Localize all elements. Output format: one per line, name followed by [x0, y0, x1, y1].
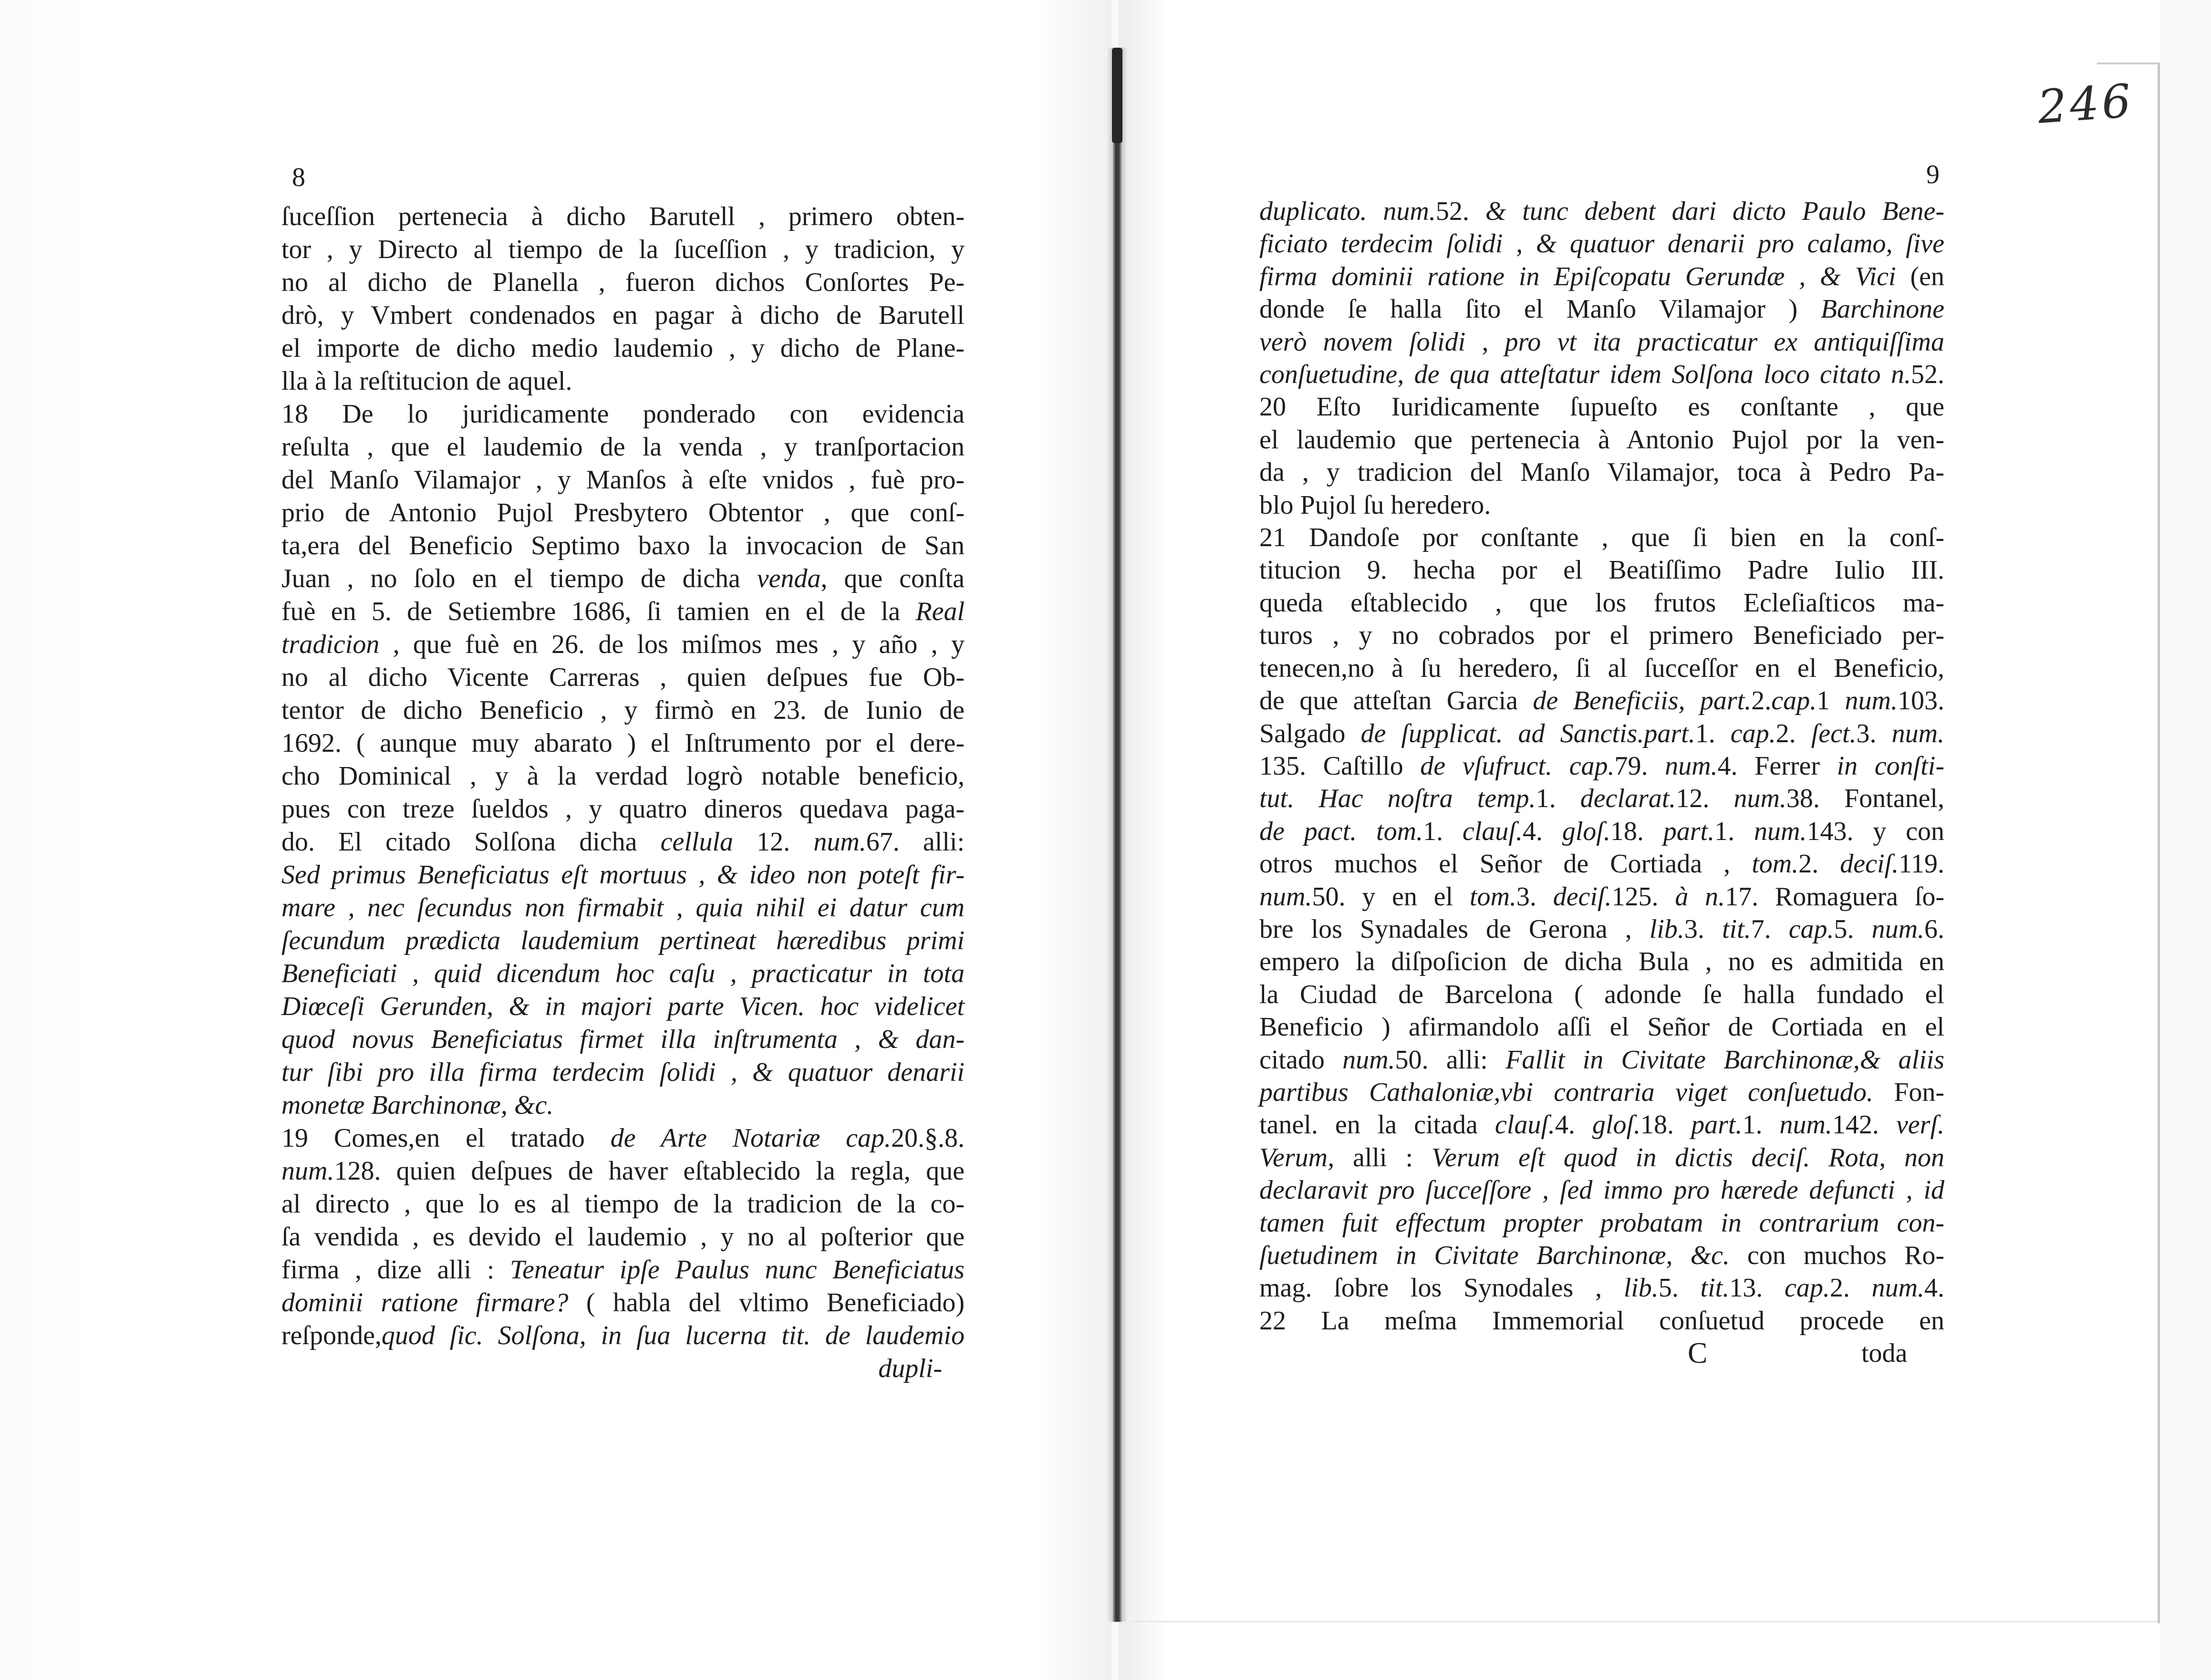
text-line	[281, 727, 965, 760]
roman-text: ſuceſſion pertenecia à dicho Barutell , primero obten-	[281, 202, 965, 231]
roman-text: 1.	[1423, 816, 1463, 846]
roman-text: 12.	[1676, 784, 1734, 814]
roman-text: 7.	[1751, 914, 1789, 944]
roman-text: 50. alli:	[1395, 1045, 1506, 1075]
text-line	[1259, 260, 1944, 293]
italic-text: duplicato. num.	[1259, 197, 1436, 226]
roman-text: Fon-	[1873, 1077, 1944, 1107]
roman-text: alli :	[1334, 1142, 1432, 1172]
right-catchword-line	[1259, 1337, 1944, 1369]
italic-text: clauſ.	[1462, 816, 1523, 846]
roman-text: el laudemio que pertenecia à Antonio Pujol por la ven-	[1259, 425, 1944, 455]
text-line	[1259, 717, 1944, 750]
text-line	[281, 529, 965, 562]
italic-text: Beneficiati , quid dicendum hoc caſu , practicatur in tota	[281, 959, 965, 988]
roman-text: 2.	[1798, 849, 1840, 879]
italic-text: tut. Hac noſtra temp.	[1259, 784, 1536, 814]
italic-text: Teneatur ipſe Paulus nunc Beneficiatus	[510, 1255, 965, 1285]
right-catchword: toda	[1861, 1338, 1908, 1369]
italic-text: cap.	[1730, 718, 1776, 748]
text-line	[281, 332, 965, 365]
text-line	[1259, 1011, 1944, 1043]
roman-text: de que atteſtan Garcia	[1259, 686, 1533, 716]
italic-text: à n.	[1675, 881, 1725, 912]
roman-text: 20.§.8.	[891, 1123, 965, 1153]
italic-text: quod novus Beneficiatus firmet illa inſtrumenta , & dan-	[281, 1025, 965, 1054]
italic-text: Verum,	[1259, 1142, 1335, 1172]
italic-text: monetæ Barchinonæ, &c.	[281, 1090, 554, 1120]
italic-text: ſect.	[1811, 718, 1857, 748]
roman-text: 18.	[1640, 1110, 1692, 1140]
roman-text: Salgado	[1259, 718, 1361, 748]
text-line	[281, 266, 965, 299]
roman-text: 1692. ( aunque muy abarato ) el Inſtrumento por el dere-	[281, 728, 965, 758]
italic-text: Real	[915, 597, 965, 626]
text-line	[281, 1155, 965, 1188]
italic-text: Verum eſt quod in dictis deciſ. Rota, non	[1431, 1142, 1944, 1172]
roman-text: 6.	[1924, 914, 1945, 944]
text-line	[1259, 1141, 1944, 1174]
italic-text: num.	[1871, 914, 1925, 944]
roman-text: 2.	[1775, 718, 1811, 748]
roman-text: reſponde,	[281, 1321, 382, 1350]
text-line	[281, 694, 965, 727]
text-line	[281, 892, 965, 924]
roman-text: 119.	[1899, 849, 1945, 879]
roman-text: 19 Comes,en el tratado	[281, 1123, 611, 1153]
roman-text: tor , y Directo al tiempo de la ſuceſſion , y tradicion, y	[281, 235, 965, 264]
text-line	[281, 299, 965, 332]
text-line	[281, 595, 965, 628]
text-line	[1259, 1109, 1944, 1141]
italic-text: ſecundum prædicta laudemium pertineat hæredibus primi	[281, 926, 965, 955]
text-line	[1259, 326, 1944, 358]
italic-text: num.	[1259, 881, 1312, 912]
text-line	[1259, 293, 1944, 325]
text-line	[281, 464, 965, 497]
right-page-top-edge	[2097, 62, 2160, 64]
roman-text: mag. ſobre los Synodales ,	[1259, 1273, 1624, 1303]
right-page-number: 9	[1926, 160, 1940, 189]
roman-text: 18.	[1610, 816, 1663, 846]
italic-text: Fallit in Civitate Barchinonæ,& aliis	[1505, 1045, 1945, 1075]
italic-text: de Arte Notariæ cap.	[610, 1123, 891, 1153]
italic-text: partibus Cathaloniæ,vbi contraria viget conſuetudo.	[1259, 1077, 1873, 1107]
italic-text: de pact. tom.	[1259, 816, 1423, 846]
text-line	[281, 1286, 965, 1319]
roman-text: 50. y en el	[1312, 881, 1470, 912]
italic-text: Barchinone	[1820, 294, 1944, 324]
handwritten-folio-number: 246	[2036, 74, 2136, 134]
italic-text: tom.	[1469, 881, 1516, 912]
roman-text: 52.	[1435, 197, 1485, 226]
text-line	[281, 497, 965, 529]
book-gutter-shadow	[1107, 48, 1128, 1622]
italic-text: ficiato terdecim ſolidi , & quatuor denarii pro calamo, ſive	[1259, 229, 1944, 259]
roman-text: 1.	[1742, 1110, 1780, 1140]
roman-text: ( habla del vltimo Beneficiado)	[568, 1288, 965, 1317]
roman-text: 2.	[1829, 1273, 1872, 1303]
text-line	[281, 957, 965, 990]
roman-text: , que fuè en 26. de los miſmos mes , y año , y	[379, 630, 965, 659]
text-line	[281, 628, 965, 661]
roman-text: citado	[1259, 1045, 1343, 1075]
roman-text: 1.	[1536, 784, 1580, 814]
roman-text: empero la diſpoſicion de dicha Bula , no es admitida en	[1259, 947, 1944, 977]
left-catchword: dupli-	[878, 1354, 942, 1383]
roman-text: prio de Antonio Pujol Presbytero Obtentor , que conſ-	[281, 498, 965, 528]
roman-text: ſa vendida , es devido el laudemio , y no al poſterior que	[281, 1222, 965, 1252]
roman-text: 3.	[1516, 881, 1553, 912]
roman-text: donde ſe halla ſito el Manſo Vilamajor )	[1259, 294, 1821, 324]
text-line	[281, 431, 965, 464]
left-page-lines	[281, 200, 965, 1352]
text-line	[1259, 815, 1944, 848]
roman-text: cho Dominical , y à la verdad logrò notable beneficio,	[281, 761, 965, 791]
italic-text: lib.	[1623, 1273, 1659, 1303]
text-line	[281, 760, 965, 793]
italic-text: declaravit pro ſucceſſore , ſed immo pro hærede defuncti , id	[1259, 1175, 1944, 1205]
text-line	[1259, 848, 1944, 880]
italic-text: cap.	[1771, 686, 1817, 716]
roman-text: el importe de dicho medio laudemio , y dicho de Plane-	[281, 333, 965, 363]
text-line	[1259, 228, 1944, 260]
roman-text: 1	[1817, 686, 1845, 716]
italic-text: conſuetudine, de qua atteſtatur idem Solſona loco citato n.	[1259, 360, 1911, 390]
text-line	[1259, 521, 1944, 554]
roman-text: tentor de dicho Beneficio , y firmò en 23. de Iunio de	[281, 695, 965, 725]
roman-text: la Ciudad de Barcelona ( adonde ſe halla fundado el	[1259, 979, 1944, 1009]
roman-text: 4.	[1555, 1110, 1592, 1140]
roman-text: blo Pujol ſu heredero.	[1259, 490, 1491, 520]
roman-text: (en	[1896, 261, 1944, 291]
italic-text: de vſufruct. cap.	[1420, 751, 1615, 781]
left-page-text	[281, 200, 965, 1385]
text-line	[1259, 1174, 1944, 1206]
text-line	[1259, 978, 1944, 1011]
text-line	[1259, 684, 1944, 717]
roman-text: fuè en 5. de Setiembre 1686, ſi tamien en el de la	[281, 597, 916, 626]
italic-text: de ſupplicat. ad Sanctis.part.	[1360, 718, 1695, 748]
italic-text: num.	[1665, 751, 1718, 781]
book-gutter-fold	[1112, 48, 1122, 143]
text-line	[1259, 195, 1944, 228]
roman-text: 1.	[1714, 816, 1754, 846]
italic-text: Diœceſi Gerunden, & in majori parte Vicen. hoc videlicet	[281, 992, 965, 1021]
italic-text: gloſ.	[1562, 816, 1610, 846]
text-line	[1259, 1305, 1944, 1337]
roman-text: 5.	[1834, 914, 1872, 944]
text-line	[1259, 619, 1944, 652]
roman-text: tanel. en la citada	[1259, 1110, 1495, 1140]
italic-text: verſ.	[1896, 1110, 1945, 1140]
roman-text: 2.	[1751, 686, 1772, 716]
italic-text: tit.	[1722, 914, 1751, 944]
roman-text: no al dicho de Planella , fueron dichos Conſortes Pe-	[281, 268, 965, 297]
roman-text: Beneficio ) afirmandolo aſſi el Señor de Cortiada en el	[1259, 1012, 1944, 1042]
roman-text: con muchos Ro-	[1729, 1241, 1944, 1270]
italic-text: cellula	[660, 827, 734, 857]
text-line	[1259, 554, 1944, 586]
left-page-number: 8	[292, 163, 305, 192]
roman-text: da , y tradicion del Manſo Vilamajor, toca à Pedro Pa-	[1259, 457, 1944, 487]
italic-text: dominii ratione firmare?	[281, 1288, 569, 1317]
roman-text: drò, y Vmbert condenados en pagar à dicho de Barutell	[281, 301, 965, 330]
italic-text: num.	[281, 1156, 334, 1186]
text-line	[281, 859, 965, 892]
text-line	[281, 1023, 965, 1056]
text-line	[281, 826, 965, 859]
roman-text: firma , dize alli :	[281, 1255, 510, 1285]
text-line	[1259, 881, 1944, 913]
italic-text: num.	[1734, 784, 1786, 814]
text-line	[1259, 782, 1944, 815]
roman-text: 4. Ferrer	[1717, 751, 1837, 781]
roman-text: titucion 9. hecha por el Beatiſſimo Padre Iulio III.	[1259, 555, 1944, 585]
text-line	[1259, 358, 1944, 391]
roman-text: 125.	[1611, 881, 1675, 912]
text-line	[1259, 587, 1944, 619]
text-line	[281, 1056, 965, 1089]
italic-text: ſuetudinem in Civitate Barchinonæ, &c.	[1259, 1241, 1730, 1270]
text-line	[281, 661, 965, 694]
italic-text: tamen fuit effectum propter probatam in contrarium con-	[1259, 1208, 1944, 1238]
text-line	[281, 793, 965, 826]
italic-text: cap.	[1788, 914, 1834, 944]
italic-text: part.	[1663, 816, 1715, 846]
italic-text: clauſ.	[1495, 1110, 1555, 1140]
roman-text: 67. alli:	[866, 827, 965, 857]
roman-text: 3.	[1856, 718, 1892, 748]
italic-text: firma dominii ratione in Epiſcopatu Gerundæ , & Vici	[1259, 261, 1896, 291]
right-page-bottom-edge	[1131, 1621, 2158, 1622]
text-line	[1259, 652, 1944, 684]
roman-text: bre los Synadales de Gerona ,	[1259, 914, 1650, 944]
italic-text: mare , nec ſecundus non firmabit , quia nihil ei datur cum	[281, 893, 965, 923]
text-line	[1259, 1207, 1944, 1239]
text-line	[1259, 750, 1944, 782]
italic-text: num.	[1779, 1110, 1832, 1140]
roman-text: lla à la reſtitucion de aquel.	[281, 366, 572, 396]
italic-text: num.	[1342, 1045, 1395, 1075]
italic-text: cap.	[1784, 1273, 1830, 1303]
italic-text: num.	[813, 827, 866, 857]
text-line	[1259, 424, 1944, 456]
right-page-lines	[1259, 195, 1944, 1337]
italic-text: & tunc debent dari dicto Paulo Bene-	[1485, 197, 1944, 226]
roman-text: 79.	[1614, 751, 1665, 781]
roman-text: 135. Caſtillo	[1259, 751, 1421, 781]
left-catchword-line	[281, 1352, 965, 1385]
text-line	[281, 365, 965, 398]
roman-text: , que conſta	[820, 564, 965, 593]
roman-text: 1.	[1695, 718, 1731, 748]
right-page	[1119, 0, 2160, 1680]
signature-mark: C	[1688, 1337, 1708, 1370]
roman-text: 4.	[1522, 816, 1562, 846]
text-line	[281, 398, 965, 431]
text-line	[1259, 1044, 1944, 1076]
italic-text: num.	[1754, 816, 1807, 846]
roman-text: 18 De lo juridicamente ponderado con evidencia	[281, 399, 965, 429]
italic-text: quod ſic. Solſona, in ſua lucerna tit. de laudemio	[381, 1321, 965, 1350]
roman-text: 3.	[1684, 914, 1722, 944]
roman-text: 21 Dandoſe por conſtante , que ſi bien en la conſ-	[1259, 523, 1944, 553]
text-line	[281, 1319, 965, 1352]
roman-text: 20 Eſto Iuridicamente ſupueſto es conſtante , que	[1259, 392, 1944, 422]
text-line	[281, 1188, 965, 1221]
roman-text: 4.	[1924, 1273, 1945, 1303]
italic-text: tur ſibi pro illa firma terdecim ſolidi , & quatuor denarii	[281, 1058, 965, 1087]
italic-text: tradicion	[281, 630, 380, 659]
roman-text: 5.	[1658, 1273, 1701, 1303]
text-line	[281, 924, 965, 957]
italic-text: Sed primus Beneficiatus eſt mortuus , & ideo non poteſt fir-	[281, 860, 965, 890]
roman-text: del Manſo Vilamajor , y Manſos à eſte vnidos , fuè pro-	[281, 465, 965, 495]
italic-text: in conſti-	[1837, 751, 1944, 781]
roman-text: 17. Romaguera ſo-	[1725, 881, 1945, 912]
roman-text: otros muchos el Señor de Cortiada ,	[1259, 849, 1752, 879]
italic-text: num.	[1891, 718, 1945, 748]
text-line	[1259, 391, 1944, 423]
text-line	[1259, 489, 1944, 521]
italic-text: de Beneficiis, part.	[1533, 686, 1752, 716]
italic-text: lib.	[1649, 914, 1684, 944]
text-line	[1259, 1076, 1944, 1109]
italic-text: num.	[1845, 686, 1898, 716]
roman-text: no al dicho Vicente Carreras , quien deſpues fue Ob-	[281, 663, 965, 692]
text-line	[281, 200, 965, 233]
italic-text: declarat.	[1580, 784, 1676, 814]
text-line	[1259, 456, 1944, 488]
roman-text: 13.	[1729, 1273, 1785, 1303]
roman-text: 103.	[1898, 686, 1944, 716]
roman-text: 12.	[733, 827, 814, 857]
italic-text: num.	[1871, 1273, 1925, 1303]
text-line	[281, 1221, 965, 1254]
roman-text: Juan , no ſolo en el tiempo de dicha	[281, 564, 757, 593]
roman-text: 142.	[1832, 1110, 1896, 1140]
right-page-outer-edge	[2158, 63, 2160, 1623]
roman-text: al directo , que lo es al tiempo de la tradicion de la co-	[281, 1189, 965, 1219]
text-line	[1259, 913, 1944, 945]
italic-text: gloſ.	[1592, 1110, 1641, 1140]
text-line	[281, 1122, 965, 1155]
italic-text: deciſ.	[1553, 881, 1612, 912]
roman-text: turos , y no cobrados por el primero Beneficiado per-	[1259, 621, 1944, 651]
roman-text: pues con treze ſueldos , y quatro dineros quedava paga-	[281, 794, 965, 824]
text-line	[1259, 945, 1944, 978]
roman-text: 143. y con	[1806, 816, 1945, 846]
roman-text: tenecen,no à ſu heredero, ſi al ſucceſſor en el Beneficio,	[1259, 653, 1944, 683]
text-line	[281, 990, 965, 1023]
text-line	[281, 562, 965, 595]
roman-text: ta,era del Beneficio Septimo baxo la invocacion de San	[281, 531, 965, 560]
text-line	[281, 1089, 965, 1122]
roman-text: 22 La meſma Immemorial conſuetud procede en	[1259, 1306, 1944, 1336]
roman-text: queda eſtablecido , que los frutos Ecleſiaſticos ma-	[1259, 588, 1944, 618]
text-line	[1259, 1239, 1944, 1272]
roman-text: 52.	[1911, 360, 1944, 390]
italic-text: part.	[1691, 1110, 1743, 1140]
italic-text: tom.	[1752, 849, 1799, 879]
italic-text: deciſ.	[1840, 849, 1899, 879]
roman-text: reſulta , que el laudemio de la venda , y tranſportacion	[281, 432, 965, 462]
italic-text: venda	[757, 564, 821, 593]
text-line	[1259, 1272, 1944, 1304]
roman-text: 38. Fontanel,	[1786, 784, 1944, 814]
roman-text: 128. quien deſpues de haver eſtablecido la regla, que	[334, 1156, 965, 1186]
italic-text: tit.	[1700, 1273, 1730, 1303]
right-page-text	[1259, 195, 1944, 1370]
roman-text: do. El citado Solſona dicha	[281, 827, 661, 857]
text-line	[281, 1254, 965, 1286]
text-line	[281, 233, 965, 266]
italic-text: verò novem ſolidi , pro vt ita practicatur ex antiquiſſima	[1259, 327, 1944, 357]
